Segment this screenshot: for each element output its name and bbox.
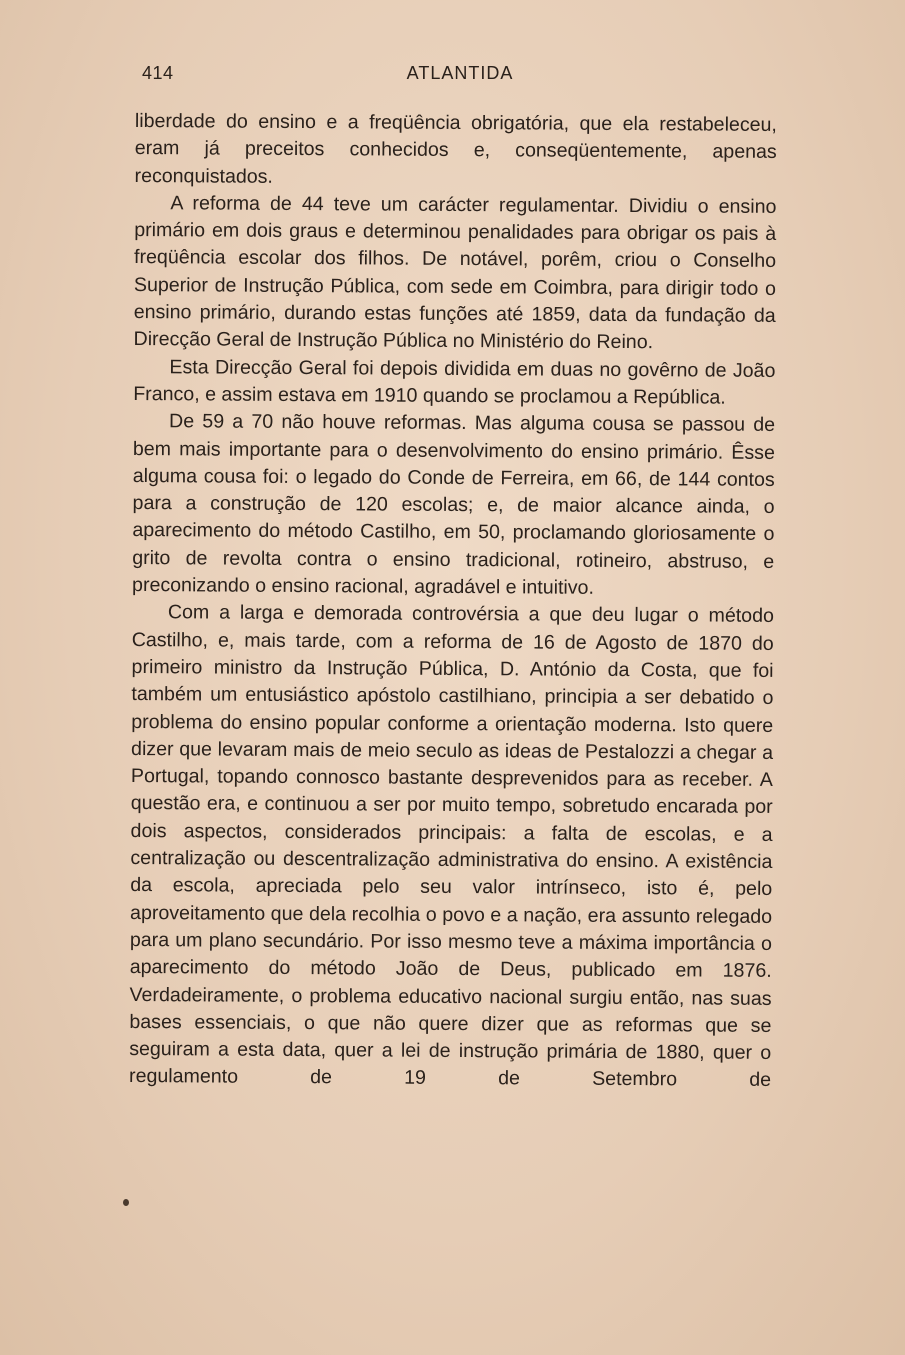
- page-header: [140, 60, 780, 90]
- paragraph: Esta Direcção Geral foi depois dividida em duas no govêrno de João Franco, e assim estava em 1910 quando se proclamou a República.: [133, 355, 776, 409]
- paragraph: De 59 a 70 não houve reformas. Mas alguma cousa se passou de bem mais importante para o desenvolvimento do ensino primário. Êsse alguma cousa foi: o legado do Conde de Ferreira, em 66, de 144 contos para a construção de 120 escolas; e, de maior alcance ainda, o aparecimento do método Castilho, em 50, proclamando gloriosamente o grito de revolta contra o ensino tradicional, rotineiro, abstruso, e preconizando o ensino racional, agradável e intuitivo.: [132, 410, 776, 599]
- paragraph: liberdade do ensino e a freqüência obrigatória, que ela restabeleceu, eram já preceitos conhecidos e, conseqüentemente, apenas reconquistados.: [134, 109, 777, 188]
- running-head: ATLANTIDA: [406, 63, 514, 83]
- bullet-mark: [123, 1199, 129, 1206]
- page-number: 414: [142, 63, 174, 83]
- paragraph: A reforma de 44 teve um carácter regulamentar. Dividiu o ensino primário em dois graus e determinou penalidades para obrigar os pais à freqüência escolar dos filhos. De notável, porêm, criou o Conselho Superior de Instrução Pública, com sede em Coimbra, para dirigir todo o ensino primário, durando estas funções até 1859, data da fundação da Direcção Geral de Instrução Pública no Ministério do Reino.: [133, 192, 777, 354]
- paragraph: Com a larga e demorada controvérsia a que deu lugar o método Castilho, e, mais tarde, com a reforma de 16 de Agosto de 1870 do primeiro ministro da Instrução Pública, D. António da Costa, que foi também um entusiástico apóstolo castilhiano, principia a ser debatido o problema do ensino popular conforme a orientação moderna. Isto quere dizer que levaram mais de meio seculo as ideas de Pestalozzi a chegar a Portugal, topando connosco bastante desprevenidos para as receber. A questão era, e continuou a ser por muito tempo, sobretudo encarada por dois aspectos, considerados principais: a falta de escolas, e a centralização ou descentralização administrativa do ensino. A existência da escola, apreciada pelo seu valor intrínseco, isto é, pelo aproveitamento que dela recolhia o povo e a nação, era assunto relegado para um plano secundário. Por isso mesmo teve a máxima importância o aparecimento do método João de Deus, publicado em 1876. Verdadeiramente, o problema educativo nacional surgiu então, nas suas bases essenciais, o que não quere dizer que as reformas que se seguiram a esta data, quer a lei de instrução primária de 1880, quer o regulamento de 19 de Setembro de: [129, 601, 774, 1092]
- body-text: [129, 108, 777, 1095]
